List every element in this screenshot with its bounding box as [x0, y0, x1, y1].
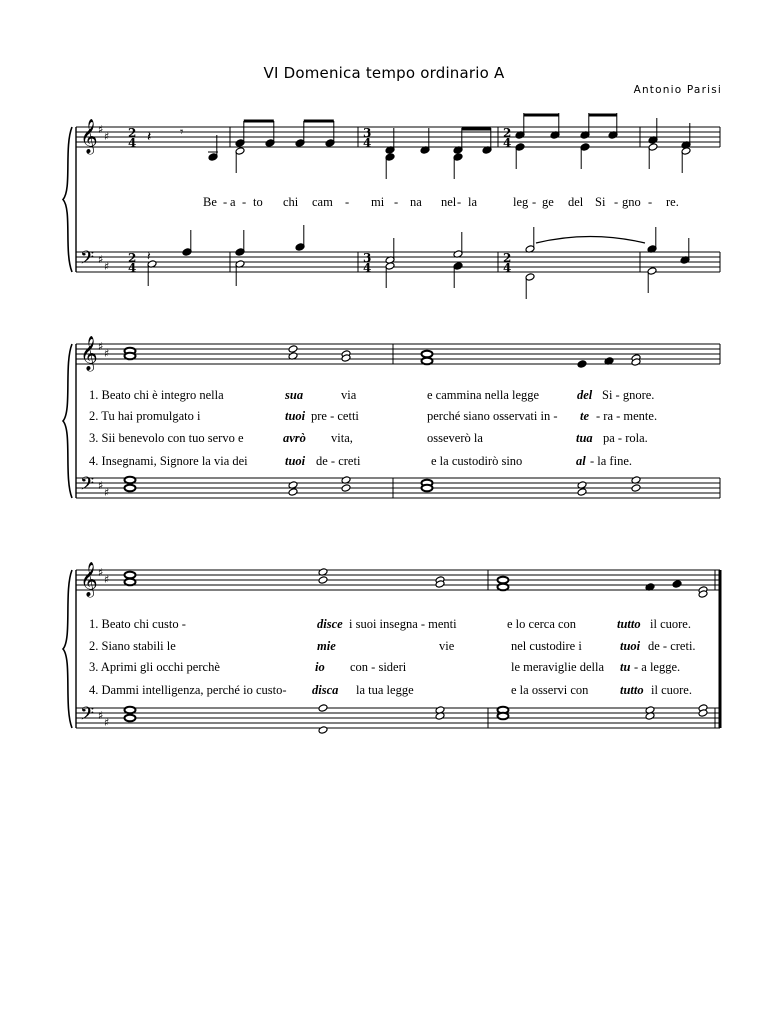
verse-text: tuoi [620, 639, 641, 653]
lyric-syllable: cam [312, 195, 333, 209]
lyric-syllable: Si [595, 195, 606, 209]
whole-note [498, 713, 509, 720]
bass-staff [76, 252, 720, 272]
lyric-syllable: - [394, 195, 399, 209]
lyric-syllable: to [253, 195, 263, 209]
sharp-icon: ♯ [104, 260, 110, 273]
whole-note [125, 353, 136, 360]
whole-note [422, 358, 433, 365]
verse-text: 3. Sii benevolo con tuo servo e [89, 431, 244, 445]
verse-text: il cuore. [651, 683, 692, 697]
system-3-brace [63, 570, 72, 728]
half-note [318, 576, 328, 584]
time-signature-numerator: 2 [503, 126, 512, 140]
verse-text: disce [317, 617, 343, 631]
whole-note [125, 477, 136, 484]
verse-text: tuoi [285, 409, 306, 423]
verse-text: il cuore. [650, 617, 691, 631]
verse-text: e lo cerca con [507, 617, 577, 631]
lyric-syllable: - [223, 195, 228, 209]
verse-text: osseverò la [427, 431, 483, 445]
sharp-icon: ♯ [104, 716, 110, 729]
half-note [318, 726, 328, 734]
lyric-syllable: - [614, 195, 619, 209]
quarter-rest-icon: 𝄽 [147, 129, 152, 145]
eighth-rest-icon: 𝄾 [180, 125, 184, 140]
sharp-icon: ♯ [98, 479, 104, 492]
time-signature-denominator: 4 [128, 136, 137, 150]
verse-text: de - creti. [648, 639, 696, 653]
quarter-note [672, 580, 682, 588]
composer-name: Antonio Parisi [633, 84, 722, 96]
time-signature-numerator: 2 [503, 251, 512, 265]
lyric-syllable: - [457, 195, 462, 209]
verse-text: i suoi insegna - menti [349, 617, 457, 631]
bass-clef-icon: 𝄢 [80, 704, 95, 729]
verse-text: tua [576, 431, 593, 445]
verse-text: tuoi [285, 454, 306, 468]
verse-text: te [580, 409, 590, 423]
quarter-note [577, 360, 587, 368]
whole-note [422, 351, 433, 358]
whole-note [498, 577, 509, 584]
whole-note [422, 485, 433, 492]
time-signature-denominator: 4 [128, 261, 137, 275]
verse-text: de - creti [316, 454, 361, 468]
lyric-syllable: del [568, 195, 584, 209]
verse-text: e la osservi con [511, 683, 589, 697]
bass-clef-icon: 𝄢 [80, 248, 95, 273]
verse-text: pa - rola. [603, 431, 648, 445]
lyric-syllable: mi [371, 195, 385, 209]
treble-staff [76, 127, 720, 147]
lyric-syllable: a [230, 195, 236, 209]
whole-note [125, 715, 136, 722]
time-signature-denominator: 4 [363, 136, 372, 150]
system-1-brace [63, 127, 72, 272]
verse-text: tu [620, 660, 631, 674]
verse-text: perché siano osservati in - [427, 409, 558, 423]
half-note [318, 704, 328, 712]
sharp-icon: ♯ [98, 340, 104, 353]
verse-text: del [577, 388, 593, 402]
lyric-syllable: - [345, 195, 350, 209]
lyric-syllable: - [532, 195, 537, 209]
sharp-icon: ♯ [104, 486, 110, 499]
sharp-icon: ♯ [104, 130, 110, 143]
whole-note [125, 707, 136, 714]
lyric-syllable: na [410, 195, 422, 209]
whole-note [125, 485, 136, 492]
verse-text: e la custodirò sino [431, 454, 523, 468]
half-note [631, 484, 641, 492]
verse-text: disca [312, 683, 339, 697]
lyric-syllable: gno [622, 195, 641, 209]
verse-text: 4. Insegnami, Signore la via dei [89, 454, 248, 468]
treble-clef-icon: 𝄞 [80, 562, 98, 597]
verse-text: 4. Dammi intelligenza, perché io custo- [89, 683, 287, 697]
verse-text: 1. Beato chi custo - [89, 617, 186, 631]
half-note [341, 484, 351, 492]
time-signature-numerator: 2 [128, 126, 137, 140]
quarter-rest-icon: 𝄽 [147, 249, 151, 263]
lyric-syllable: re. [666, 195, 679, 209]
sharp-icon: ♯ [98, 253, 104, 266]
half-note [288, 345, 298, 353]
lyric-syllable: la [468, 195, 478, 209]
sharp-icon: ♯ [104, 347, 110, 360]
verse-text: vie [439, 639, 455, 653]
lyric-syllable: chi [283, 195, 299, 209]
sharp-icon: ♯ [104, 573, 110, 586]
system-2-brace [63, 344, 72, 498]
lyric-syllable: - [242, 195, 247, 209]
half-note [577, 488, 587, 496]
time-signature-denominator: 4 [503, 136, 512, 150]
verse-text: tutto [617, 617, 641, 631]
verse-text: pre - cetti [311, 409, 359, 423]
verse-text: 1. Beato chi è integro nella [89, 388, 224, 402]
time-signature-denominator: 4 [363, 261, 372, 275]
whole-note [498, 584, 509, 591]
verse-text: 2. Tu hai promulgato i [89, 409, 201, 423]
verse-text: con - sideri [350, 660, 407, 674]
verse-text: 3. Aprimi gli occhi perchè [89, 660, 220, 674]
sharp-icon: ♯ [98, 709, 104, 722]
verse-text: - ra - mente. [596, 409, 658, 423]
verse-text: - la fine. [590, 454, 632, 468]
verse-text: Si - gnore. [602, 388, 655, 402]
verse-text: io [315, 660, 325, 674]
tie [536, 237, 645, 244]
page-title: VI Domenica tempo ordinario A [263, 64, 505, 82]
sharp-icon: ♯ [98, 566, 104, 579]
lyric-syllable: leg [513, 195, 529, 209]
treble-staff [76, 344, 720, 364]
bass-staff [76, 708, 720, 728]
verse-text: e cammina nella legge [427, 388, 540, 402]
verse-text: la tua legge [356, 683, 414, 697]
half-note [288, 488, 298, 496]
lyric-syllable: Be [203, 195, 217, 209]
whole-note [125, 579, 136, 586]
verse-text: tutto [620, 683, 644, 697]
bass-clef-icon: 𝄢 [80, 474, 95, 499]
verse-text: vita, [331, 431, 353, 445]
lyric-syllable: ge [542, 195, 554, 209]
bass-staff [76, 478, 720, 498]
time-signature-numerator: 2 [128, 251, 137, 265]
sharp-icon: ♯ [98, 123, 104, 136]
verse-text: mie [317, 639, 336, 653]
treble-staff [76, 570, 720, 590]
time-signature-denominator: 4 [503, 261, 512, 275]
treble-clef-icon: 𝄞 [80, 119, 98, 154]
treble-clef-icon: 𝄞 [80, 336, 98, 371]
time-signature-numerator: 3 [363, 126, 372, 140]
verse-text: 2. Siano stabili le [89, 639, 176, 653]
verse-text: le meraviglie della [511, 660, 605, 674]
verse-text: avrò [283, 431, 306, 445]
lyric-syllable: - [648, 195, 653, 209]
verse-text: nel custodire i [511, 639, 582, 653]
time-signature-numerator: 3 [363, 251, 372, 265]
verse-text: sua [285, 388, 304, 402]
whole-note [125, 572, 136, 579]
verse-text: - a legge. [634, 660, 681, 674]
lyric-syllable: nel [441, 195, 457, 209]
verse-text: al [576, 454, 586, 468]
verse-text: via [341, 388, 357, 402]
